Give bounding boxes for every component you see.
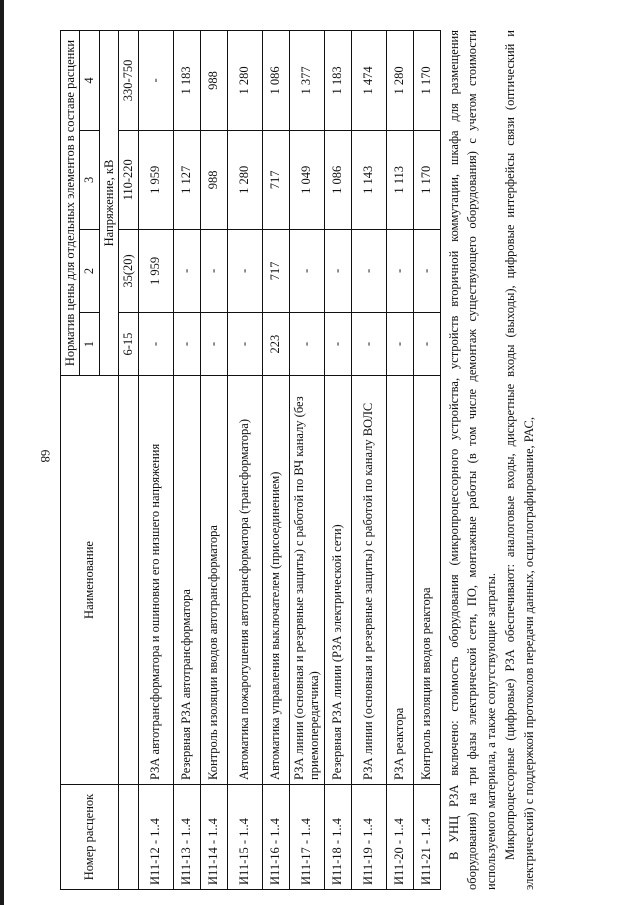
row-value: - — [386, 313, 413, 376]
row-value: - — [324, 313, 351, 376]
row-value: 1 086 — [324, 130, 351, 229]
notes-section — [445, 30, 539, 890]
row-name: Резервная РЗА линии (РЗА электрической сети) — [324, 376, 351, 785]
row-name: РЗА линии (основная и резервные защиты) с работой по каналу ВОЛС — [351, 376, 386, 785]
row-value: 717 — [262, 130, 289, 229]
row-value: 988 — [200, 130, 227, 229]
row-value: - — [173, 313, 200, 376]
row-value: 1 280 — [227, 31, 262, 131]
voltage-110-220: 110-220 — [119, 130, 138, 229]
row-value: - — [289, 313, 324, 376]
voltage-330-750: 330-750 — [119, 31, 138, 131]
row-value: 1 280 — [386, 31, 413, 131]
row-value: 1 113 — [386, 130, 413, 229]
row-value: 1 170 — [413, 31, 440, 131]
row-value: 1 280 — [227, 130, 262, 229]
header-voltage: Напряжение, кВ — [99, 31, 118, 376]
table-row — [413, 31, 440, 890]
header-col-1: 1 — [80, 313, 99, 376]
row-value: 1 086 — [262, 31, 289, 131]
row-value: - — [351, 313, 386, 376]
table-row — [138, 31, 173, 890]
row-value: 1 377 — [289, 31, 324, 131]
table-row — [351, 31, 386, 890]
row-value: - — [324, 229, 351, 312]
row-number: И11-14 - 1..4 — [200, 785, 227, 890]
table-row — [324, 31, 351, 890]
table-row — [173, 31, 200, 890]
row-name: РЗА линии (основная и резервные защиты) с работой по ВЧ каналу (без приемопередатчика) — [289, 376, 324, 785]
header-number: Номер расценок — [61, 785, 119, 890]
row-number: И11-12 - 1..4 — [138, 785, 173, 890]
row-value: 1 959 — [138, 229, 173, 312]
row-value: - — [200, 229, 227, 312]
header-col-3: 3 — [80, 130, 99, 229]
row-name: Резервная РЗА автотрансформатора — [173, 376, 200, 785]
note-paragraph-2: Микропроцессорные (цифровые) РЗА обеспечивают: аналоговые входы, дискретные входы (выходы), цифровые интерфейсы связи (оптический и электрический) с поддержкой протоколов передачи данных, осциллографирование, РАС, — [502, 30, 536, 890]
voltage-35: 35(20) — [119, 229, 138, 312]
price-norms-table — [60, 30, 441, 890]
table-row — [262, 31, 289, 890]
row-value: - — [413, 229, 440, 312]
table-row — [289, 31, 324, 890]
row-value: - — [227, 313, 262, 376]
row-number: И11-15 - 1..4 — [227, 785, 262, 890]
table-row — [200, 31, 227, 890]
header-col-4: 4 — [80, 31, 99, 131]
header-name: Наименование — [61, 376, 119, 785]
row-value: 1 474 — [351, 31, 386, 131]
row-number: И11-16 - 1..4 — [262, 785, 289, 890]
scan-edge — [0, 0, 4, 905]
row-value: 1 127 — [173, 130, 200, 229]
row-value: - — [138, 31, 173, 131]
row-number: И11-21 - 1..4 — [413, 785, 440, 890]
row-value: 1 143 — [351, 130, 386, 229]
row-number: И11-20 - 1..4 — [386, 785, 413, 890]
row-number: И11-18 - 1..4 — [324, 785, 351, 890]
row-value: 1 183 — [173, 31, 200, 131]
header-spacer — [119, 376, 138, 785]
row-value: 223 — [262, 313, 289, 376]
row-value: 1 959 — [138, 130, 173, 229]
row-value: - — [227, 229, 262, 312]
row-name: Контроль изоляции вводов автотрансформатора — [200, 376, 227, 785]
row-value: - — [289, 229, 324, 312]
row-value: - — [351, 229, 386, 312]
row-value: - — [138, 313, 173, 376]
row-value: - — [200, 313, 227, 376]
header-spacer — [119, 785, 138, 890]
row-name: Автоматика пожаротушения автотрансформатора (трансформатора) — [227, 376, 262, 785]
row-value: - — [173, 229, 200, 312]
row-number: И11-13 - 1..4 — [173, 785, 200, 890]
table-row — [386, 31, 413, 890]
row-value: - — [413, 313, 440, 376]
row-name: Контроль изоляции вводов реактора — [413, 376, 440, 785]
rotated-page-content — [60, 30, 620, 890]
row-name: РЗА реактора — [386, 376, 413, 785]
header-norm-group: Норматив цены для отдельных элементов в составе расценки — [61, 31, 80, 376]
page-number: 68 — [38, 449, 53, 463]
row-name: Автоматика управления выключателем (присоединением) — [262, 376, 289, 785]
header-col-2: 2 — [80, 229, 99, 312]
row-value: 1 183 — [324, 31, 351, 131]
row-value: 988 — [200, 31, 227, 131]
row-number: И11-17 - 1..4 — [289, 785, 324, 890]
row-value: 1 049 — [289, 130, 324, 229]
note-paragraph-1: В УНЦ РЗА включено: стоимость оборудования (микропроцессорного устройства, устройств вторичной коммутации, шкафа для размещения оборудования) на три фазы электрической сети, ПО, монтажные работы (в том числе демонтаж существующего оборудования) с учетом стоимости используемого материала, а также сопутствующие затраты. — [446, 30, 498, 890]
row-value: 1 170 — [413, 130, 440, 229]
voltage-6-15: 6-15 — [119, 313, 138, 376]
row-value: 717 — [262, 229, 289, 312]
row-value: - — [386, 229, 413, 312]
table-row — [227, 31, 262, 890]
row-name: РЗА автотрансформатора и ошиновки его низшего напряжения — [138, 376, 173, 785]
row-number: И11-19 - 1..4 — [351, 785, 386, 890]
